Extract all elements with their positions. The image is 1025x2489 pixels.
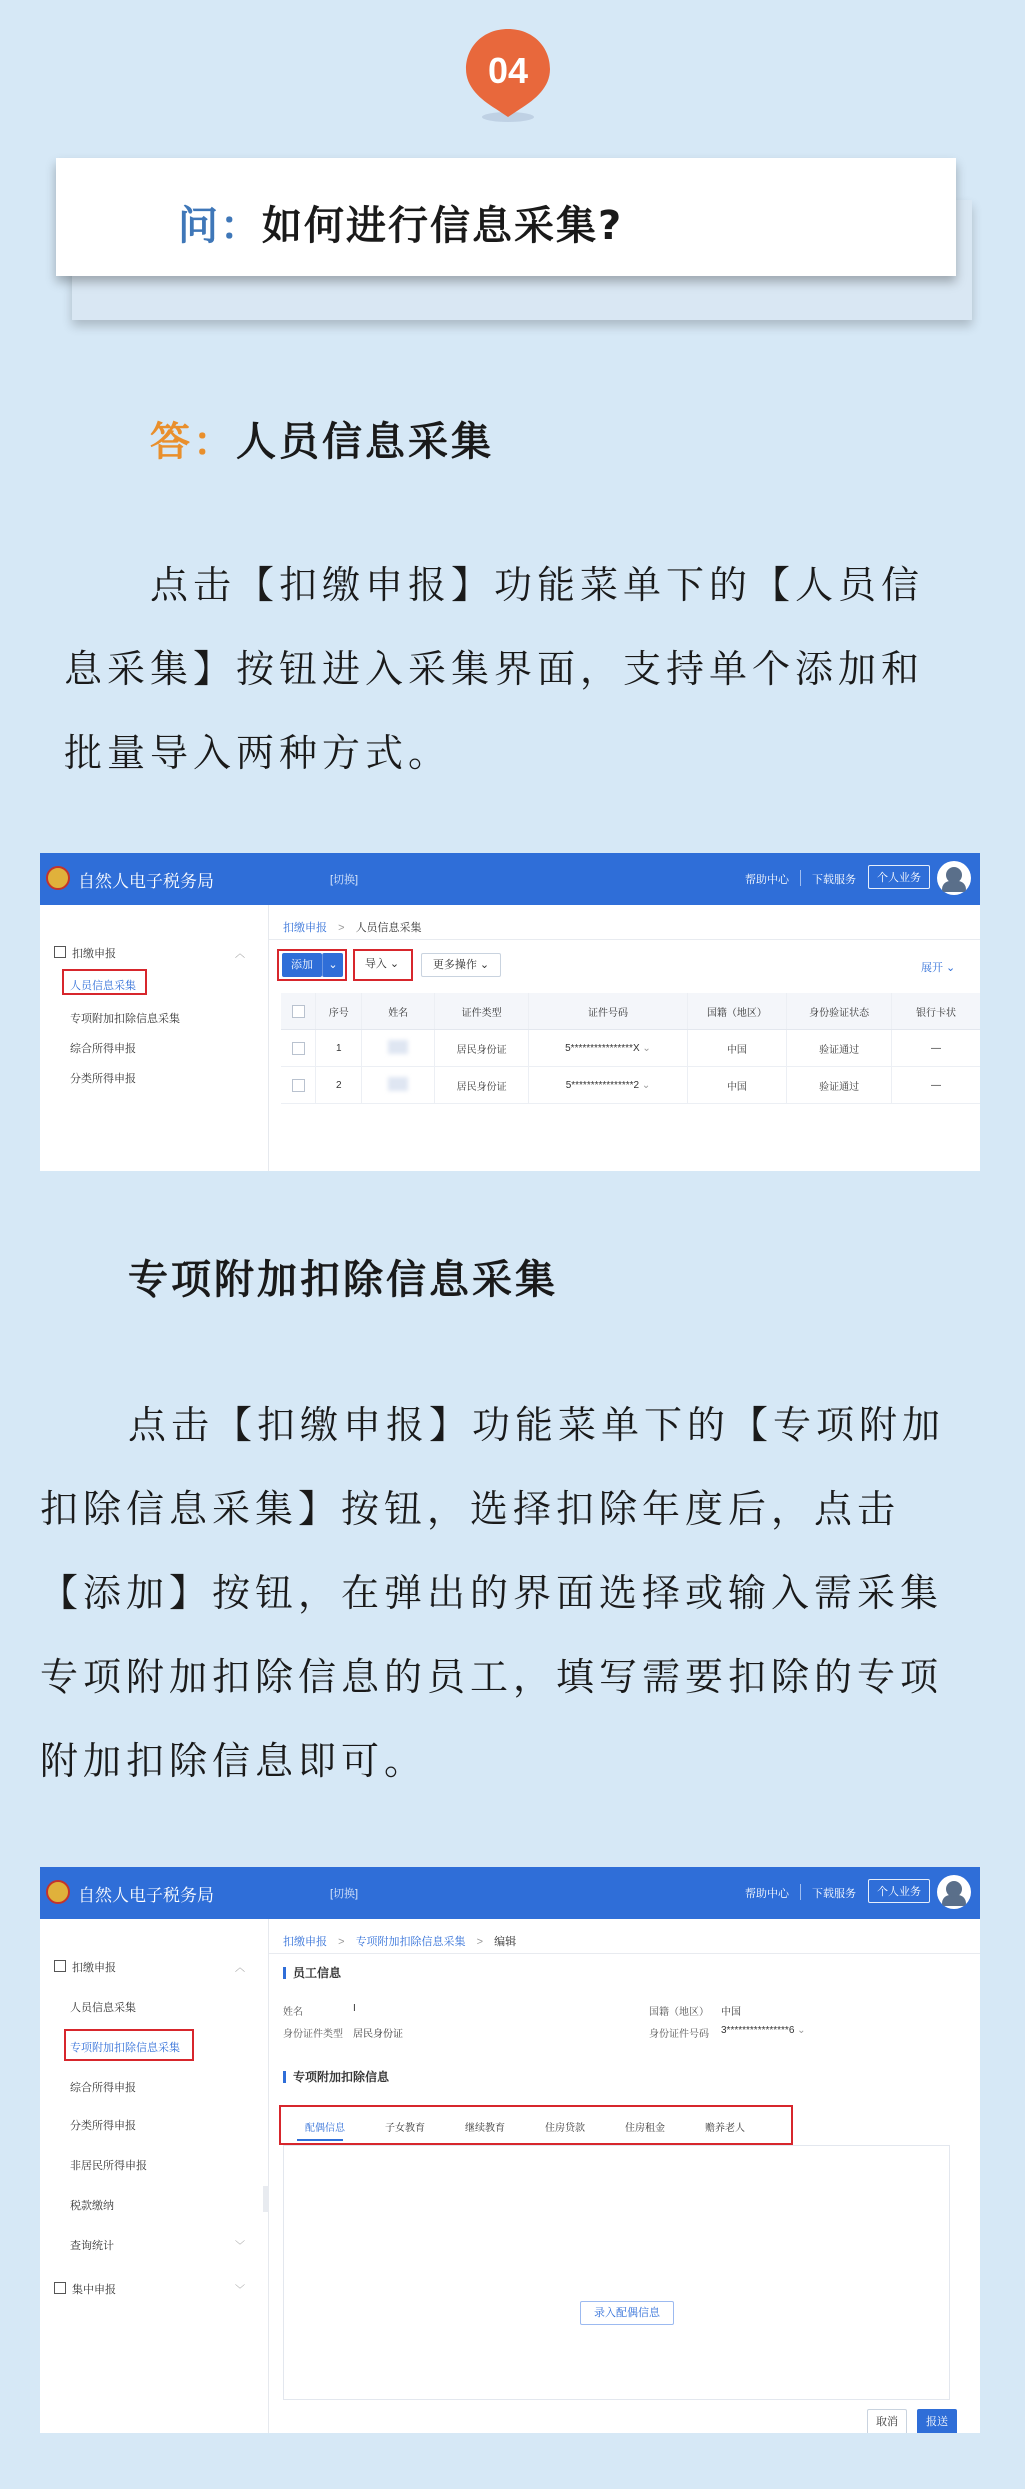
sidebar-group-label: 集中申报 <box>72 2284 116 2296</box>
highlight-box <box>279 2105 793 2145</box>
breadcrumb <box>283 919 422 935</box>
answer-title: 人员信息采集 <box>236 419 494 465</box>
row-id-type: 居民身份证 <box>435 1030 529 1067</box>
sidebar-group-withholding[interactable] <box>54 1959 116 1975</box>
badge-number: 04 <box>487 50 529 91</box>
header-divider <box>800 870 801 886</box>
tab-continuing-education[interactable]: 继续教育 <box>465 2123 505 2134</box>
highlight-box <box>277 949 347 981</box>
screenshot-special-deduction <box>40 1867 980 2433</box>
row-checkbox[interactable] <box>292 1079 305 1092</box>
header-divider <box>800 1884 801 1900</box>
id-number-text: 5****************X <box>565 1042 640 1054</box>
tab-elderly-support[interactable]: 赡养老人 <box>705 2123 745 2134</box>
avatar[interactable] <box>937 861 971 895</box>
row-name <box>362 1030 435 1067</box>
breadcrumb-current: 人员信息采集 <box>355 922 422 934</box>
download-link[interactable]: 下载服务 <box>812 874 856 886</box>
table-row[interactable] <box>281 1067 980 1104</box>
chevron-down-icon[interactable]: ⌄ <box>642 1042 651 1054</box>
more-actions-button[interactable] <box>421 953 501 977</box>
table-header-row <box>281 993 980 1030</box>
breadcrumb-separator: > <box>338 922 345 934</box>
row-status: 验证通过 <box>787 1067 892 1104</box>
row-select-cell[interactable] <box>281 1030 316 1067</box>
sidebar-item-personnel[interactable]: 人员信息采集 <box>70 2002 136 2014</box>
sidebar-item-classified[interactable]: 分类所得申报 <box>70 1073 136 1085</box>
app-header <box>40 853 980 905</box>
main-content <box>269 905 980 1171</box>
question-body: 如何进行信息采集? <box>262 203 624 249</box>
id-number-value <box>721 2025 806 2036</box>
table-row[interactable] <box>281 1030 980 1067</box>
column-header: 证件类型 <box>435 993 529 1030</box>
chevron-down-icon[interactable]: ﹀ <box>235 2285 245 2296</box>
main-content <box>269 1919 980 2433</box>
paragraph-personnel: 点击【扣缴申报】功能菜单下的【人员信息采集】按钮进入采集界面，支持单个添加和批量导入两种方式。 <box>64 563 925 775</box>
employee-section-title: 员工信息 <box>283 1967 341 1979</box>
import-label: 导入 <box>364 958 387 970</box>
divider <box>269 1953 980 1954</box>
highlight-box <box>353 949 413 981</box>
id-type-value: 居民身份证 <box>353 2029 403 2040</box>
menu-icon <box>54 946 66 958</box>
sidebar-item-special-deduction[interactable]: 专项附加扣除信息采集 <box>70 2042 180 2054</box>
row-nationality: 中国 <box>687 1067 787 1104</box>
row-nationality: 中国 <box>687 1030 787 1067</box>
highlight-box <box>62 969 147 995</box>
app-title: 自然人电子税务局 <box>78 1886 214 1905</box>
blurred-name <box>388 1077 408 1091</box>
id-number-label: 身份证件号码 <box>649 2029 709 2040</box>
breadcrumb-root[interactable]: 扣缴申报 <box>283 1936 327 1948</box>
breadcrumb-middle[interactable]: 专项附加扣除信息采集 <box>355 1936 466 1948</box>
add-dropdown-chevron-icon[interactable]: ⌄ <box>322 953 343 977</box>
column-header: 银行卡状 <box>892 993 980 1030</box>
tax-emblem-icon <box>46 866 70 890</box>
tab-housing-loan[interactable]: 住房贷款 <box>545 2123 585 2134</box>
row-number: 2 <box>316 1067 362 1104</box>
screenshot-personnel-collection <box>40 853 980 1171</box>
sidebar-group-centralized[interactable] <box>54 2281 116 2297</box>
row-number: 1 <box>316 1030 362 1067</box>
submit-button[interactable]: 报送 <box>917 2409 957 2433</box>
row-bank: — <box>892 1030 980 1067</box>
breadcrumb-separator: > <box>476 1936 484 1948</box>
number-badge <box>458 25 558 125</box>
download-link[interactable]: 下载服务 <box>812 1888 856 1900</box>
question-text <box>178 194 623 251</box>
sidebar-group-label: 扣缴申报 <box>72 1962 116 1974</box>
sidebar-item-personnel[interactable]: 人员信息采集 <box>70 980 136 992</box>
id-number-text: 3****************6 <box>721 2025 795 2036</box>
sidebar-item-comprehensive[interactable]: 综合所得申报 <box>70 2082 136 2094</box>
row-id-number <box>529 1067 687 1104</box>
select-all-cell[interactable] <box>281 993 316 1030</box>
name-label: 姓名 <box>283 2007 303 2018</box>
personal-business-button[interactable]: 个人业务 <box>868 1879 930 1903</box>
sidebar-item-special-deduction[interactable]: 专项附加扣除信息采集 <box>70 1013 180 1025</box>
personal-business-button[interactable]: 个人业务 <box>868 865 930 889</box>
switch-link[interactable]: [切换] <box>330 874 359 886</box>
tab-child-education[interactable]: 子女教育 <box>385 2123 425 2134</box>
app-header <box>40 1867 980 1919</box>
row-bank: — <box>892 1067 980 1104</box>
sidebar <box>40 1919 269 2433</box>
breadcrumb-separator: > <box>338 1936 345 1948</box>
app-title: 自然人电子税务局 <box>78 872 214 891</box>
row-name <box>362 1067 435 1104</box>
cancel-button[interactable]: 取消 <box>867 2409 907 2433</box>
row-id-number <box>529 1030 687 1067</box>
question-card <box>56 158 956 276</box>
breadcrumb-current: 编辑 <box>494 1936 517 1948</box>
sidebar-item-query[interactable]: 查询统计 <box>70 2240 114 2252</box>
deduction-section-title: 专项附加扣除信息 <box>283 2071 389 2083</box>
help-center-link[interactable]: 帮助中心 <box>745 874 789 886</box>
sidebar-group-withholding[interactable] <box>54 945 116 961</box>
chevron-down-icon[interactable]: ⌄ <box>797 2025 806 2036</box>
more-actions-label: 更多操作 <box>432 959 477 971</box>
sidebar <box>40 905 269 1171</box>
blurred-name <box>388 1040 408 1054</box>
column-header: 姓名 <box>362 993 435 1030</box>
tax-emblem-icon <box>46 1880 70 1904</box>
sidebar-item-classified[interactable]: 分类所得申报 <box>70 2120 136 2132</box>
answer-prefix: 答： <box>150 419 236 465</box>
sidebar-group-label: 扣缴申报 <box>72 948 116 960</box>
spouse-info-panel <box>283 2145 950 2400</box>
row-id-type: 居民身份证 <box>435 1067 529 1104</box>
sidebar-item-comprehensive[interactable]: 综合所得申报 <box>70 1043 136 1055</box>
question-prefix: 问： <box>178 203 262 249</box>
chevron-up-icon[interactable]: ︿ <box>235 1963 245 1974</box>
row-checkbox[interactable] <box>292 1042 305 1055</box>
sidebar-item-nonresident[interactable]: 非居民所得申报 <box>70 2160 147 2172</box>
chevron-down-icon[interactable]: ﹀ <box>235 2241 245 2252</box>
chevron-down-icon: ⌄ <box>479 959 490 971</box>
help-center-link[interactable]: 帮助中心 <box>745 1888 789 1900</box>
expand-label: 展开 <box>921 962 943 974</box>
chevron-up-icon[interactable]: ︿ <box>235 949 245 960</box>
row-select-cell[interactable] <box>281 1067 316 1104</box>
tab-housing-rent[interactable]: 住房租金 <box>625 2123 665 2134</box>
switch-link[interactable]: [切换] <box>330 1888 359 1900</box>
menu-icon <box>54 2282 66 2294</box>
avatar[interactable] <box>937 1875 971 1909</box>
column-header: 身份验证状态 <box>787 993 892 1030</box>
chevron-down-icon[interactable]: ⌄ <box>641 1079 651 1091</box>
section-heading-special-deduction: 专项附加扣除信息采集 <box>128 1257 558 1303</box>
menu-icon <box>54 1960 66 1972</box>
nationality-label: 国籍（地区） <box>649 2007 709 2018</box>
name-value: I <box>353 2003 356 2014</box>
sidebar-item-tax-payment[interactable]: 税款缴纳 <box>70 2200 114 2212</box>
column-header: 证件号码 <box>529 993 687 1030</box>
personnel-table <box>281 993 980 1104</box>
enter-spouse-info-button[interactable]: 录入配偶信息 <box>580 2301 674 2325</box>
column-header: 国籍（地区） <box>687 993 787 1030</box>
breadcrumb-root[interactable]: 扣缴申报 <box>283 922 327 934</box>
paragraph-special-deduction: 点击【扣缴申报】功能菜单下的【专项附加扣除信息采集】按钮，选择扣除年度后，点击【添加】按钮，在弹出的界面选择或输入需采集专项附加扣除信息的员工，填写需要扣除的专项附加扣除信息即可。 <box>40 1403 946 1783</box>
add-button[interactable]: 添加 <box>282 953 322 977</box>
tab-spouse[interactable]: 配偶信息 <box>305 2123 345 2134</box>
id-type-label: 身份证件类型 <box>283 2029 343 2040</box>
id-number-text: 5****************2 <box>565 1079 640 1091</box>
nationality-value: 中国 <box>721 2007 741 2018</box>
divider <box>269 939 980 940</box>
highlight-box <box>64 2029 194 2061</box>
answer-heading <box>150 410 494 467</box>
chevron-down-icon: ⌄ <box>389 958 400 970</box>
expand-link[interactable]: 展开 ⌄ <box>921 962 956 974</box>
row-status: 验证通过 <box>787 1030 892 1067</box>
select-all-checkbox[interactable] <box>292 1005 305 1018</box>
column-header: 序号 <box>316 993 362 1030</box>
breadcrumb <box>283 1933 516 1949</box>
